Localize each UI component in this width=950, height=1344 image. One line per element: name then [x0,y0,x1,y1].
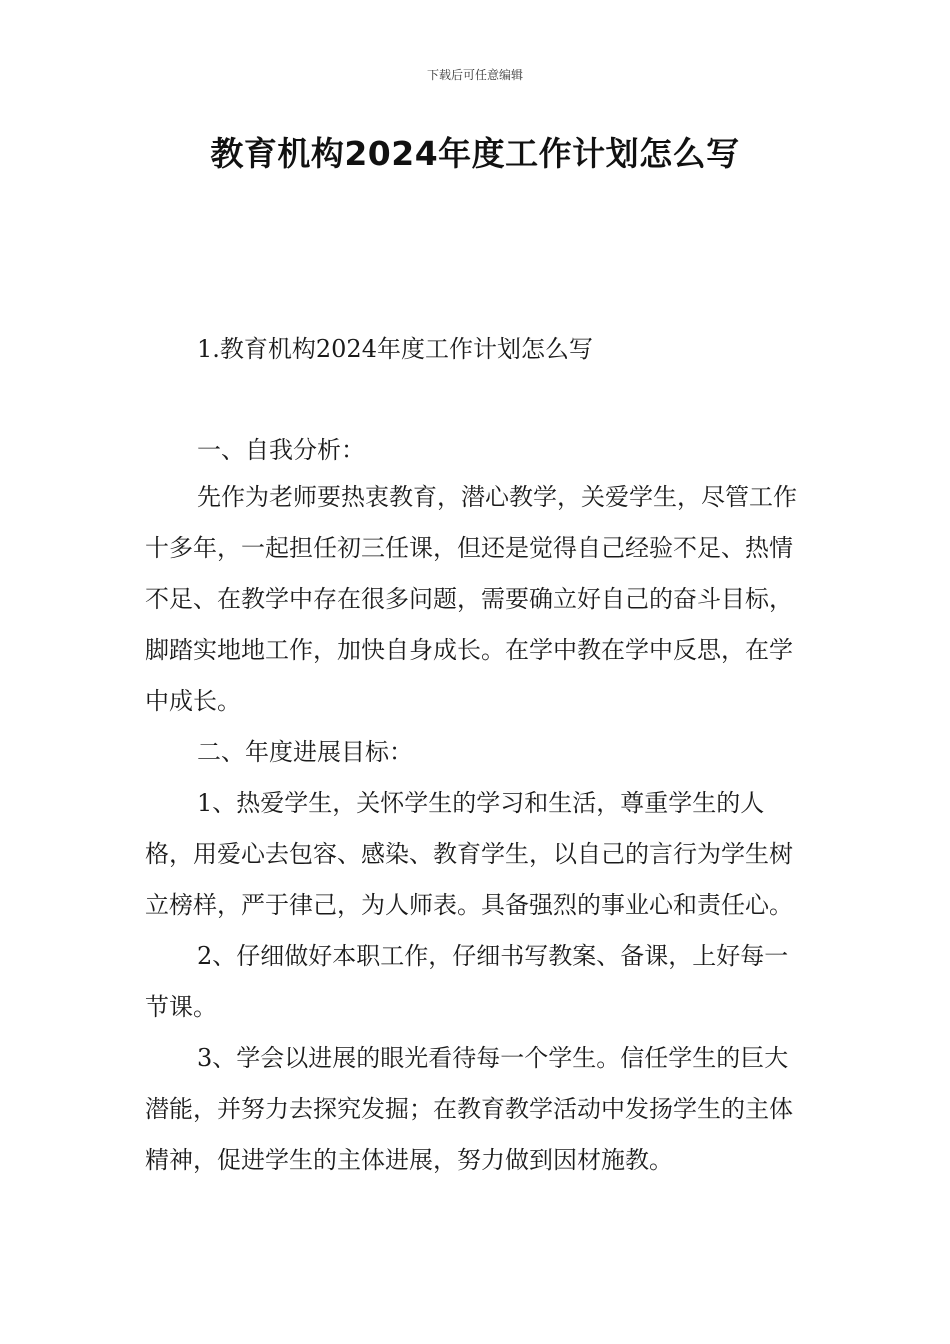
section1-heading: 一、自我分析： [197,436,365,464]
header-note: 下载后可任意编辑 [426,68,523,82]
section-heading [145,425,807,476]
document-title: 教育机构2024年度工作计划怎么写 [210,134,740,173]
paragraph-goal-3: 3、学会以进展的眼光看待每一个学生。信任学生的巨大潜能，并努力去探究发掘；在教育教学活动中发扬学生的主体精神，促进学生的主体进展，努力做到因材施教。 [145,1044,793,1174]
paragraph-self-analysis: 先作为老师要热衷教育，潜心教学，关爱学生，尽管工作十多年，一起担任初三任课，但还是觉得自己经验不足、热情不足、在教学中存在很多问题，需要确立好自己的奋斗目标，脚踏实地地工作，加快自身成长。在学中教在学中反思，在学中成长。 [145,483,797,715]
section2-heading: 二、年度进展目标： [197,738,413,766]
paragraph-goal-2: 2、仔细做好本职工作，仔细书写教案、备课，上好每一节课。 [145,942,789,1021]
content-block [145,472,807,1186]
document-subtitle [145,324,807,375]
paragraph-goal-1: 1、热爱学生，关怀学生的学习和生活，尊重学生的人格，用爱心去包容、感染、教育学生，以自己的言行为学生树立榜样，严于律己，为人师表。具备强烈的事业心和责任心。 [145,789,793,919]
subtitle-text: 1.教育机构2024年度工作计划怎么写 [197,335,593,363]
